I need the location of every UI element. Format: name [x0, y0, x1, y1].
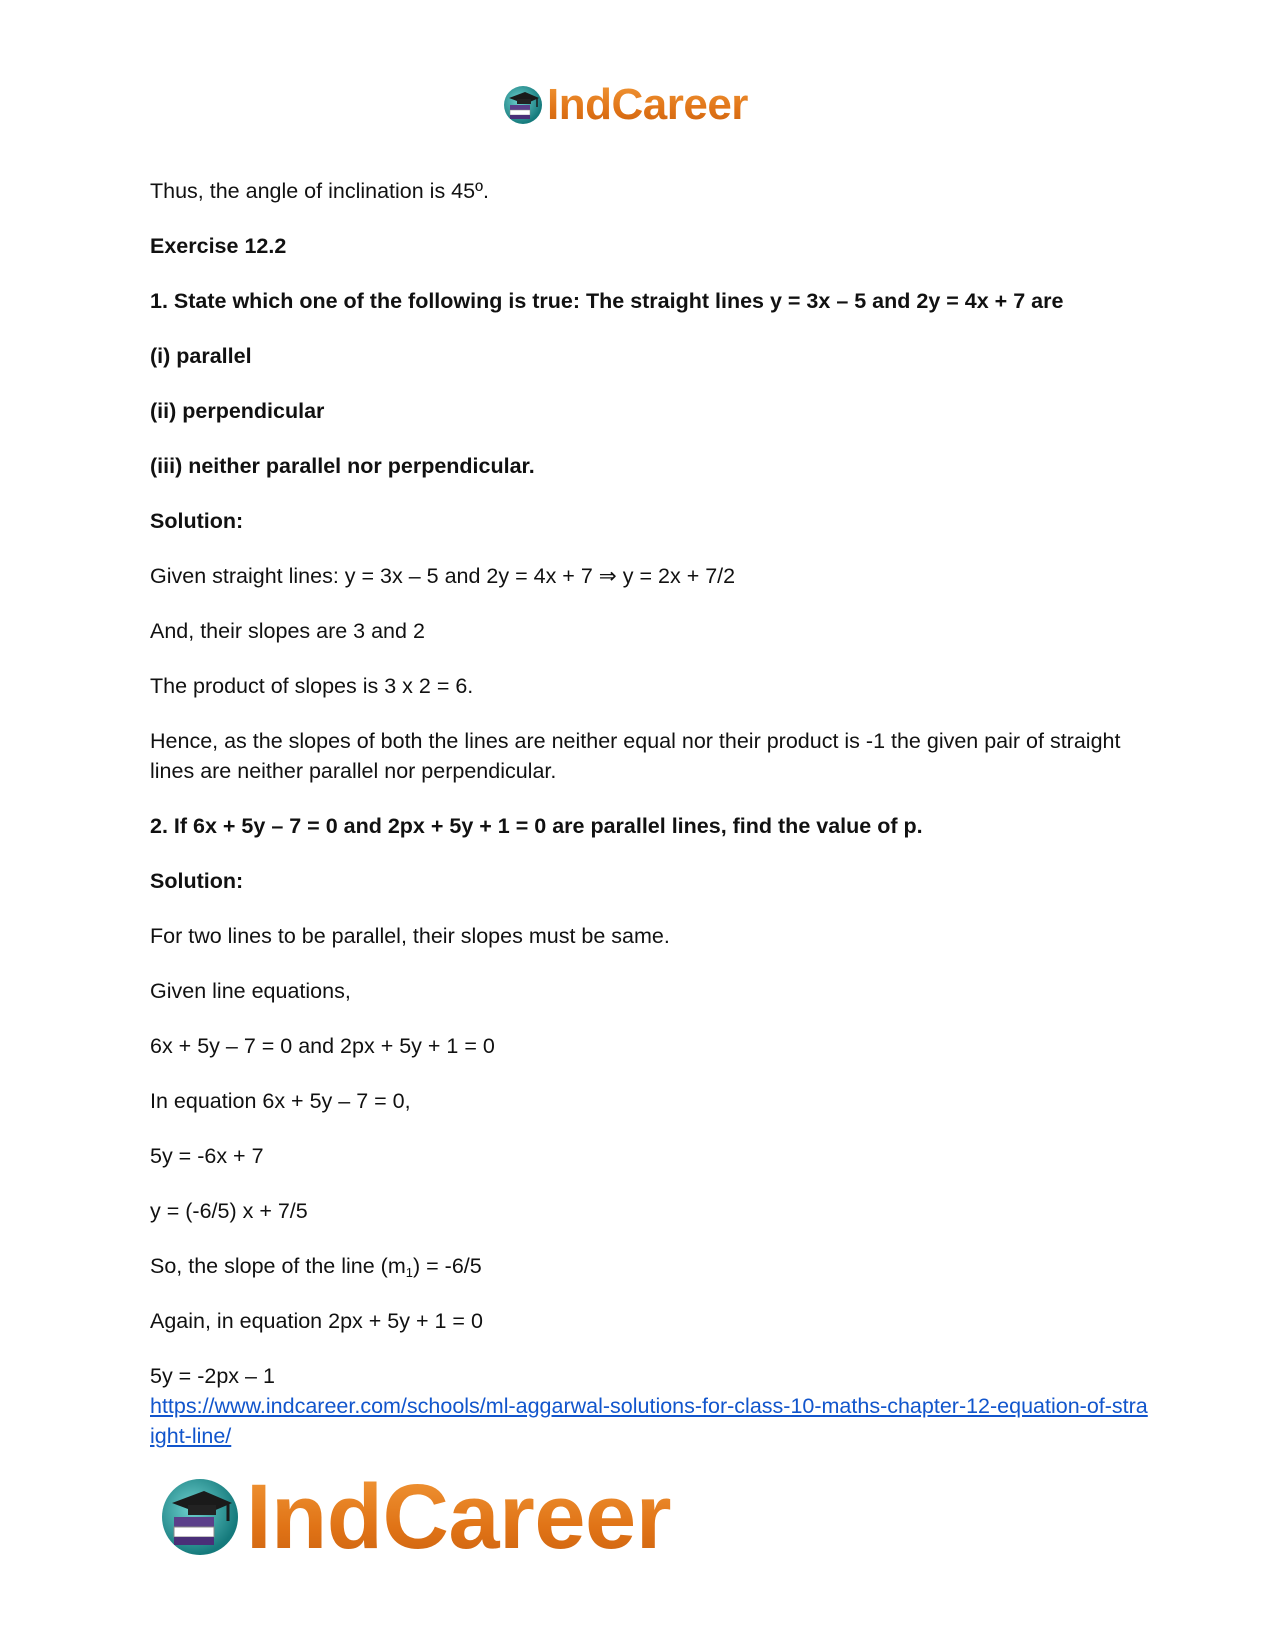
solution-2-line-slope: [150, 1251, 1150, 1281]
question-1-option-i: (i) parallel: [150, 344, 252, 368]
solution-2-line: y = (-6/5) x + 7/5: [150, 1199, 308, 1223]
source-link[interactable]: https://www.indcareer.com/schools/ml-aggarwal-solutions-for-class-10-maths-chapter-12-equation-of-straight-line/: [150, 1394, 1148, 1448]
solution-2-label: Solution:: [150, 869, 244, 893]
solution-2-line: 5y = -6x + 7: [150, 1144, 264, 1168]
document-body: [150, 176, 1150, 1416]
graduation-cap-books-icon: [503, 85, 543, 125]
slope-text-pre: So, the slope of the line (m: [150, 1254, 406, 1278]
footer-logo: [160, 1467, 671, 1567]
question-1-option-iii: (iii) neither parallel nor perpendicular.: [150, 454, 535, 478]
solution-2-line: In equation 6x + 5y – 7 = 0,: [150, 1089, 411, 1113]
solution-2-line: Again, in equation 2px + 5y + 1 = 0: [150, 1309, 483, 1333]
question-2: 2. If 6x + 5y – 7 = 0 and 2px + 5y + 1 = 0 are parallel lines, find the value of p.: [150, 814, 923, 838]
slope-text-post: ) = -6/5: [413, 1254, 482, 1278]
solution-2-line: 6x + 5y – 7 = 0 and 2px + 5y + 1 = 0: [150, 1034, 495, 1058]
solution-2-line: For two lines to be parallel, their slopes must be same.: [150, 924, 670, 948]
solution-1-line: And, their slopes are 3 and 2: [150, 619, 425, 643]
logo-wordmark: IndCareer: [547, 80, 748, 129]
graduation-cap-books-icon: [160, 1477, 240, 1557]
solution-1-line: Given straight lines: y = 3x – 5 and 2y = 4x + 7 ⇒ y = 2x + 7/2: [150, 564, 736, 588]
paragraph: Thus, the angle of inclination is 45º.: [150, 179, 489, 203]
slope-subscript: 1: [405, 1265, 413, 1280]
solution-1-label: Solution:: [150, 509, 244, 533]
exercise-heading: Exercise 12.2: [150, 234, 287, 258]
solution-2-line: Given line equations,: [150, 979, 351, 1003]
logo-wordmark: IndCareer: [246, 1465, 671, 1568]
solution-1-line: Hence, as the slopes of both the lines are neither equal nor their product is -1 the given pair of straight lines are neither parallel nor perpendicular.: [150, 729, 1121, 783]
solution-1-line: The product of slopes is 3 x 2 = 6.: [150, 674, 474, 698]
header-logo: [503, 80, 748, 130]
solution-2-line: 5y = -2px – 1: [150, 1364, 275, 1388]
question-1-option-ii: (ii) perpendicular: [150, 399, 325, 423]
question-1: 1. State which one of the following is true: The straight lines y = 3x – 5 and 2y = 4x + 7 are: [150, 289, 1064, 313]
